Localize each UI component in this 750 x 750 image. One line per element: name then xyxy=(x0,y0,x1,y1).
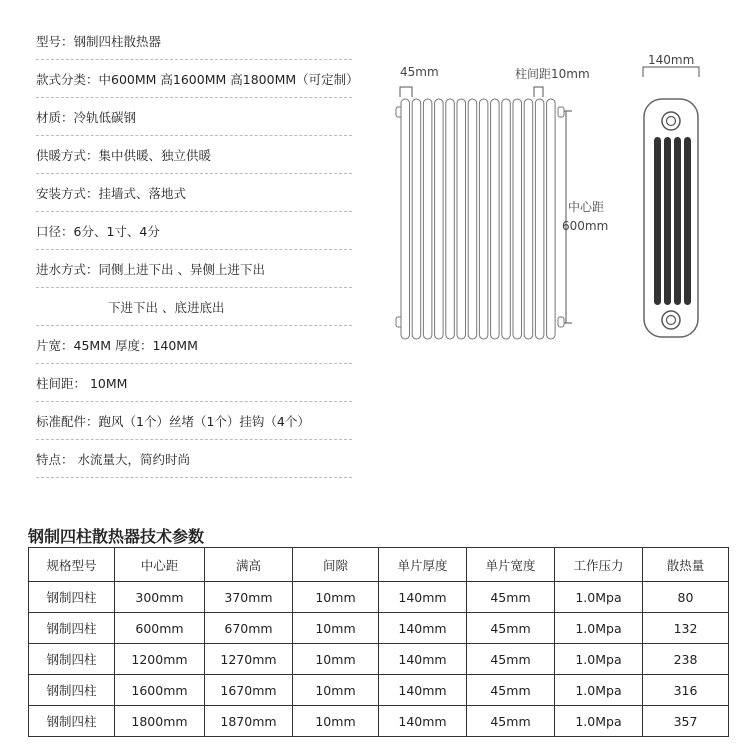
label-center-distance-value: 600mm xyxy=(562,219,609,233)
spec-material: 材质：冷轨低碳钢 xyxy=(36,98,352,136)
table-cell: 600mm xyxy=(115,613,205,644)
table-header-cell: 工作压力 xyxy=(555,548,643,582)
spec-feature: 特点： 水流量大，简约时尚 xyxy=(36,440,352,478)
radiator-fin xyxy=(423,99,432,339)
table-cell: 370mm xyxy=(205,582,293,613)
table-cell: 140mm xyxy=(379,582,467,613)
table-cell: 1.0Mpa xyxy=(555,613,643,644)
spec-inlet: 进水方式：同侧上进下出 、异侧上进下出 xyxy=(36,250,352,288)
side-column-3 xyxy=(674,137,681,305)
spec-install: 安装方式：挂墙式、落地式 xyxy=(36,174,352,212)
table-cell: 80 xyxy=(643,582,729,613)
table-cell: 1.0Mpa xyxy=(555,644,643,675)
table-title: 钢制四柱散热器技术参数 xyxy=(28,527,205,546)
spec-inlet-cont xyxy=(36,288,352,326)
table-header-row xyxy=(29,548,729,582)
side-column-1 xyxy=(654,137,661,305)
table-cell: 钢制四柱 xyxy=(29,582,115,613)
radiator-fin xyxy=(435,99,444,339)
table-cell: 357 xyxy=(643,706,729,737)
radiator-fin xyxy=(401,99,410,339)
table-header-cell: 规格型号 xyxy=(29,548,115,582)
radiator-side-view xyxy=(635,55,715,355)
radiator-fin xyxy=(502,99,511,339)
table-cell: 1800mm xyxy=(115,706,205,737)
spec-accessories: 标准配件：跑风（1个）丝堵（1个）挂钩（4个） xyxy=(36,402,352,440)
table-header-cell: 单片厚度 xyxy=(379,548,467,582)
table-header-cell: 中心距 xyxy=(115,548,205,582)
spec-inlet-cont-text: 下进下出 、底进底出 xyxy=(108,299,225,315)
table-header-cell: 散热量 xyxy=(643,548,729,582)
column-gap-bracket xyxy=(534,87,543,97)
table-cell: 钢制四柱 xyxy=(29,613,115,644)
table-cell: 10mm xyxy=(293,582,379,613)
table-cell: 1870mm xyxy=(205,706,293,737)
table-row xyxy=(29,582,729,613)
spec-styles: 款式分类：中600MM 高1600MM 高1800MM（可定制） xyxy=(36,60,352,98)
radiator-fins xyxy=(401,99,555,339)
radiator-fin xyxy=(446,99,455,339)
table-cell: 1.0Mpa xyxy=(555,582,643,613)
table-header-cell: 满高 xyxy=(205,548,293,582)
table-cell: 300mm xyxy=(115,582,205,613)
label-center-distance: 中心距 xyxy=(568,200,605,214)
table-cell: 1.0Mpa xyxy=(555,706,643,737)
table-cell: 45mm xyxy=(467,706,555,737)
table-cell: 1200mm xyxy=(115,644,205,675)
table-cell: 45mm xyxy=(467,644,555,675)
radiator-fin xyxy=(513,99,522,339)
table-cell: 10mm xyxy=(293,675,379,706)
table-header-cell: 单片宽度 xyxy=(467,548,555,582)
table-cell: 10mm xyxy=(293,613,379,644)
table-row xyxy=(29,675,729,706)
table-cell: 钢制四柱 xyxy=(29,675,115,706)
radiator-fin xyxy=(479,99,488,339)
bottom-pipe-right xyxy=(558,317,564,327)
table-cell: 140mm xyxy=(379,675,467,706)
table-cell: 45mm xyxy=(467,582,555,613)
table-row xyxy=(29,613,729,644)
label-piece-width: 45mm xyxy=(400,65,439,79)
top-pipe-right xyxy=(558,107,564,117)
spec-model: 型号：钢制四柱散热器 xyxy=(36,22,352,60)
tech-params-table xyxy=(28,547,729,737)
table-cell: 670mm xyxy=(205,613,293,644)
radiator-fin xyxy=(412,99,421,339)
label-column-gap: 柱间距10mm xyxy=(515,67,590,81)
spec-width: 片宽：45MM 厚度：140MM xyxy=(36,326,352,364)
table-cell: 132 xyxy=(643,613,729,644)
table-cell: 1270mm xyxy=(205,644,293,675)
table-cell: 10mm xyxy=(293,706,379,737)
table-cell: 45mm xyxy=(467,613,555,644)
spec-heating: 供暖方式：集中供暖、独立供暖 xyxy=(36,136,352,174)
piece-width-bracket xyxy=(400,87,412,97)
table-cell: 1670mm xyxy=(205,675,293,706)
spec-spacing: 柱间距： 10MM xyxy=(36,364,352,402)
side-column-2 xyxy=(664,137,671,305)
table-cell: 1600mm xyxy=(115,675,205,706)
radiator-fin xyxy=(524,99,533,339)
radiator-fin xyxy=(491,99,500,339)
spec-caliber: 口径：6分、1寸、4分 xyxy=(36,212,352,250)
radiator-fin xyxy=(547,99,556,339)
table-cell: 1.0Mpa xyxy=(555,675,643,706)
table-cell: 45mm xyxy=(467,675,555,706)
table-cell: 140mm xyxy=(379,613,467,644)
table-cell: 10mm xyxy=(293,644,379,675)
table-cell: 钢制四柱 xyxy=(29,644,115,675)
radiator-front-view xyxy=(390,55,590,345)
table-row xyxy=(29,706,729,737)
table-cell: 316 xyxy=(643,675,729,706)
depth-bracket xyxy=(643,67,699,77)
side-column-4 xyxy=(684,137,691,305)
spec-list xyxy=(36,22,359,478)
table-cell: 140mm xyxy=(379,644,467,675)
table-row xyxy=(29,644,729,675)
label-depth: 140mm xyxy=(648,53,695,67)
radiator-fin xyxy=(535,99,544,339)
table-header-cell: 间隙 xyxy=(293,548,379,582)
table-cell: 钢制四柱 xyxy=(29,706,115,737)
table-cell: 238 xyxy=(643,644,729,675)
table-body xyxy=(29,582,729,737)
radiator-diagram xyxy=(390,55,730,355)
table-cell: 140mm xyxy=(379,706,467,737)
radiator-fin xyxy=(457,99,466,339)
radiator-fin xyxy=(468,99,477,339)
